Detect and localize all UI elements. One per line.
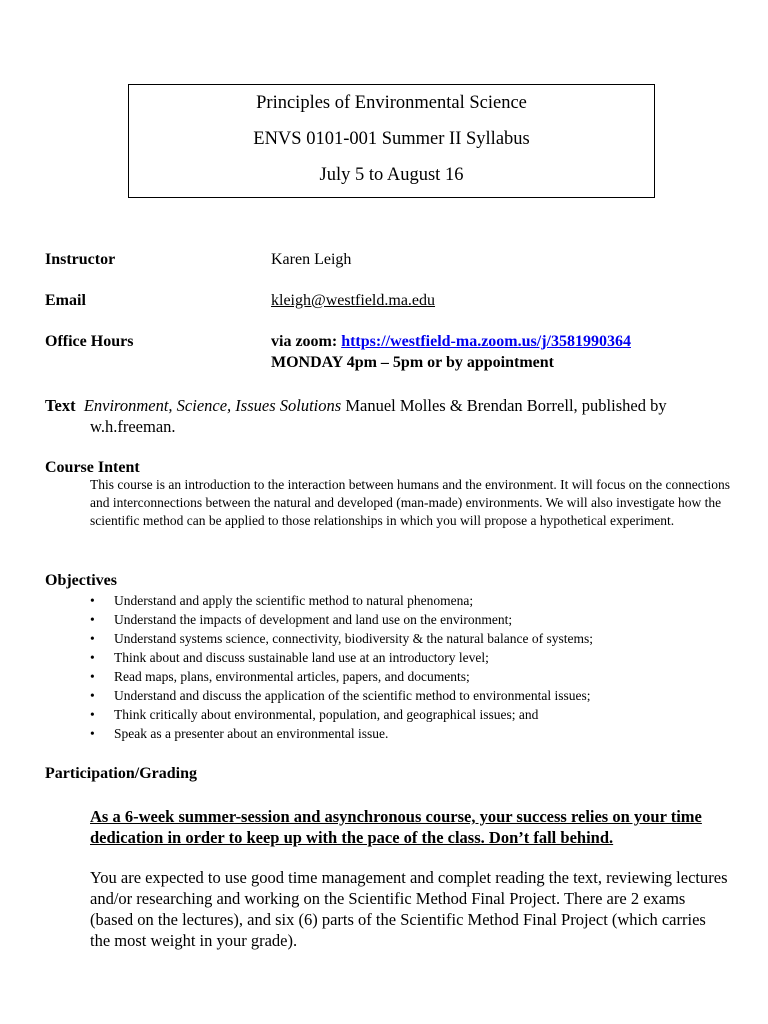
book-publisher: w.h.freeman. — [90, 417, 176, 436]
zoom-link[interactable]: https://westfield-ma.zoom.us/j/3581990364 — [341, 333, 631, 350]
participation-emphasis: As a 6-week summer-session and asynchronous course, your success relies on your time dedication in order to keep up with the pace of the class. Don’t fall behind. — [90, 807, 702, 847]
list-item: • Read maps, plans, environmental articles, papers, and documents; — [90, 669, 470, 684]
course-intent-heading: Course Intent — [45, 459, 140, 476]
list-item: • Understand the impacts of development and land use on the environment; — [90, 612, 513, 627]
objectives-heading: Objectives — [45, 572, 117, 589]
text-section — [45, 395, 735, 437]
email-link[interactable]: kleigh@westfield.ma.edu — [271, 292, 436, 309]
course-intent-body: This course is an introduction to the interaction between humans and the environment. It will focus on the connections and interconnections between the natural and developed (man-made) environments. We will also investigate how the scientific method can be applied to those relationships in which you will propose a hypothetical experiment. — [90, 477, 730, 528]
office-hours-zoom — [271, 332, 631, 352]
list-item: • Understand systems science, connectivity, biodiversity & the natural balance of systems; — [90, 631, 593, 646]
list-item: • Understand and apply the scientific method to natural phenomena; — [90, 593, 474, 608]
instructor-value: Karen Leigh — [271, 251, 352, 268]
syllabus-title: ENVS 0101-001 Summer II Syllabus — [253, 129, 530, 149]
list-item: • Understand and discuss the application of the scientific method to environmental issues; — [90, 688, 591, 703]
course-dates: July 5 to August 16 — [319, 165, 464, 185]
zoom-prefix: via zoom: — [271, 333, 338, 350]
participation-body: You are expected to use good time management and complet reading the text, reviewing lectures and/or researching and working on the Scientific Method Final Project. There are 2 exams (based on the lectures), and six (6) parts of the Scientific Method Final Project (which carries the most weight in your grade). — [90, 868, 728, 950]
title-box — [128, 84, 655, 198]
list-item: • Think about and discuss sustainable land use at an introductory level; — [90, 650, 489, 665]
office-hours-label: Office Hours — [45, 333, 134, 350]
email-label: Email — [45, 292, 86, 309]
participation-heading: Participation/Grading — [45, 765, 197, 782]
instructor-label: Instructor — [45, 251, 116, 268]
list-item: • Speak as a presenter about an environmental issue. — [90, 726, 389, 741]
text-label: Text — [45, 396, 76, 415]
book-authors: Manuel Molles & Brendan Borrell, published by — [341, 396, 667, 415]
list-item: • Think critically about environmental, population, and geographical issues; and — [90, 707, 539, 722]
office-hours-time: MONDAY 4pm – 5pm or by appointment — [271, 354, 554, 371]
objectives-list — [90, 591, 593, 743]
book-title: Environment, Science, Issues Solutions — [83, 396, 342, 415]
course-name: Principles of Environmental Science — [256, 93, 527, 113]
